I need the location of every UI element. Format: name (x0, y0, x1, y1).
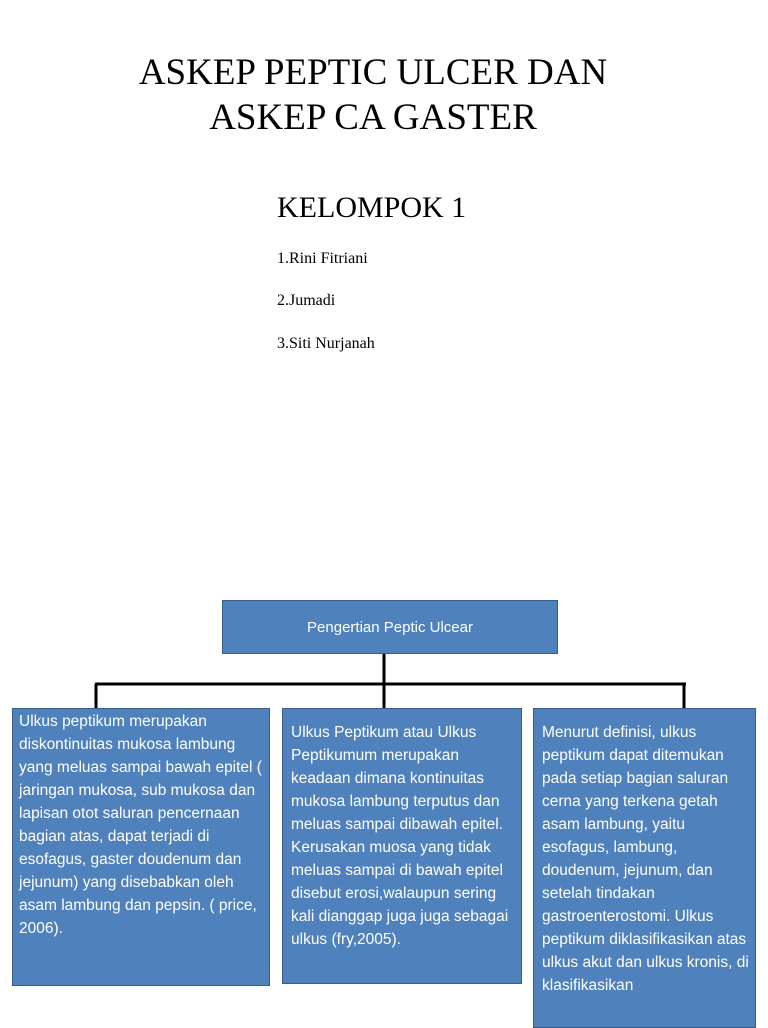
slide-title-line-2: ASKEP CA GASTER (209, 97, 537, 138)
member-item: 1.Rini Fitriani (277, 250, 368, 267)
member-item: 3.Siti Nurjanah (277, 335, 375, 352)
diagram-child-box-1: Ulkus peptikum merupakan diskontinuitas mukosa lambung yang meluas sampai bawah epitel ( jaringan mukosa, sub mukosa dan lapisan otot saluran pencernaan bagian atas, dapat terjadi di esofagus, gaster doudenum dan jejunum) yang disebabkan oleh asam lambung dan pepsin. ( price, 2006). (12, 708, 270, 986)
group-heading: KELOMPOK 1 (277, 191, 467, 224)
slide-title-line-1: ASKEP PEPTIC ULCER DAN (138, 52, 608, 93)
diagram-root-box: Pengertian Peptic Ulcear (222, 600, 558, 654)
diagram-child-box-3: Menurut definisi, ulkus peptikum dapat ditemukan pada setiap bagian saluran cerna yang terkena getah asam lambung, yaitu esofagus, lambung, doudenum, jejunum, dan setelah tindakan gastroenterostomi. Ulkus peptikum diklasifikasikan atas ulkus akut dan ulkus kronis, di klasifikasikan (533, 708, 756, 1028)
member-item: 2.Jumadi (277, 292, 336, 309)
diagram-child-box-2: Ulkus Peptikum atau Ulkus Peptikumum merupakan keadaan dimana kontinuitas mukosa lambung terputus dan meluas sampai dibawah epitel. Kerusakan muosa yang tidak meluas sampai di bawah epitel disebut erosi,walaupun sering kali dianggap juga juga sebagai ulkus (fry,2005). (282, 708, 522, 984)
